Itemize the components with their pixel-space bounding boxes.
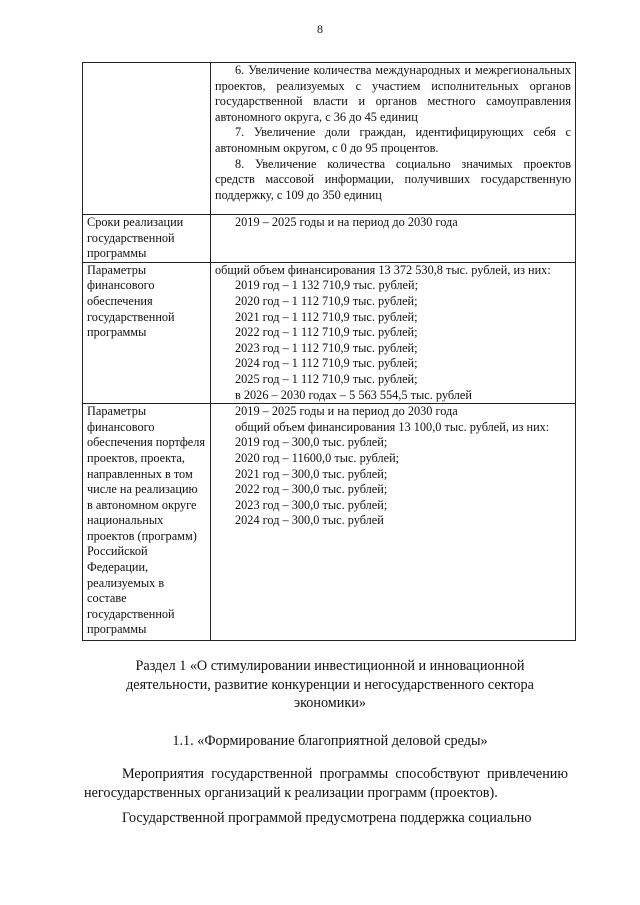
- funding-line: в 2026 – 2030 годах – 5 563 554,5 тыс. рублей: [235, 387, 472, 402]
- body-text: [84, 765, 568, 828]
- funding-line: 2020 год – 11600,0 тыс. рублей;: [235, 450, 400, 465]
- empty-label-cell: [83, 63, 211, 215]
- funding-line: 2021 год – 300,0 тыс. рублей;: [235, 466, 388, 481]
- table-row: [83, 63, 576, 215]
- paragraph: Государственной программой предусмотрена поддержка социально: [122, 810, 532, 826]
- subsection-title: 1.1. «Формирование благоприятной деловой среды»: [172, 733, 488, 749]
- section-title: Раздел 1 «О стимулировании инвестиционной и инновационной деятельности, развитие конкуренции и негосударственного сектора экономики»: [126, 658, 534, 711]
- funding-line: 2019 год – 1 132 710,9 тыс. рублей;: [235, 278, 418, 293]
- funding-intro: общий объем финансирования 13 372 530,8 тыс. рублей, из них:: [215, 262, 551, 277]
- goal-item: 6. Увеличение количества международных и межрегиональных проектов, реализуемых с участием исполнительных органов государственной власти и органов местного самоуправления автономного округа, с 36 до 45 единиц: [215, 63, 571, 124]
- funding-line: 2024 год – 1 112 710,9 тыс. рублей;: [235, 356, 418, 371]
- funding-line: 2020 год – 1 112 710,9 тыс. рублей;: [235, 293, 418, 308]
- row-label: Параметры финансового обеспечения портфеля проектов, проекта, направленных в том числе на реализацию в автономном округе национальных проектов (программ) Российской Федерации, реализуемых в составе государственной программы: [83, 404, 211, 641]
- program-passport-table: [82, 62, 576, 641]
- table-row: [83, 404, 576, 641]
- funding-line: 2019 год – 300,0 тыс. рублей;: [235, 435, 388, 450]
- funding-line: 2022 год – 300,0 тыс. рублей;: [235, 482, 388, 497]
- funding-line: 2023 год – 300,0 тыс. рублей;: [235, 497, 388, 512]
- row-value: [211, 262, 576, 403]
- row-value: [211, 215, 576, 263]
- funding-line: 2019 – 2025 годы и на период до 2030 года: [235, 404, 458, 419]
- goal-item: 7. Увеличение доли граждан, идентифицирующих себя с автономным округом, с 0 до 95 процентов.: [215, 125, 571, 155]
- goals-cell: [211, 63, 576, 215]
- page-number: 8: [317, 22, 323, 36]
- table-row: [83, 262, 576, 403]
- row-value: [211, 404, 576, 641]
- funding-line: общий объем финансирования 13 100,0 тыс. рублей, из них:: [235, 419, 550, 434]
- funding-line: 2022 год – 1 112 710,9 тыс. рублей;: [235, 325, 418, 340]
- funding-line: 2024 год – 300,0 тыс. рублей: [235, 513, 384, 528]
- row-label: Сроки реализации государственной программы: [83, 215, 211, 263]
- value-line: 2019 – 2025 годы и на период до 2030 года: [235, 215, 458, 229]
- funding-line: 2023 год – 1 112 710,9 тыс. рублей;: [235, 340, 418, 355]
- funding-line: 2021 год – 1 112 710,9 тыс. рублей;: [235, 309, 418, 324]
- paragraph: Мероприятия государственной программы способствуют привлечению негосударственных организаций к реализации программ (проектов).: [84, 766, 568, 801]
- funding-line: 2025 год – 1 112 710,9 тыс. рублей;: [235, 371, 418, 386]
- table-row: [83, 215, 576, 263]
- row-label: Параметры финансового обеспечения государственной программы: [83, 262, 211, 403]
- goal-item: 8. Увеличение количества социально значимых проектов средств массовой информации, получивших государственную поддержку, с 109 до 350 единиц: [215, 156, 571, 202]
